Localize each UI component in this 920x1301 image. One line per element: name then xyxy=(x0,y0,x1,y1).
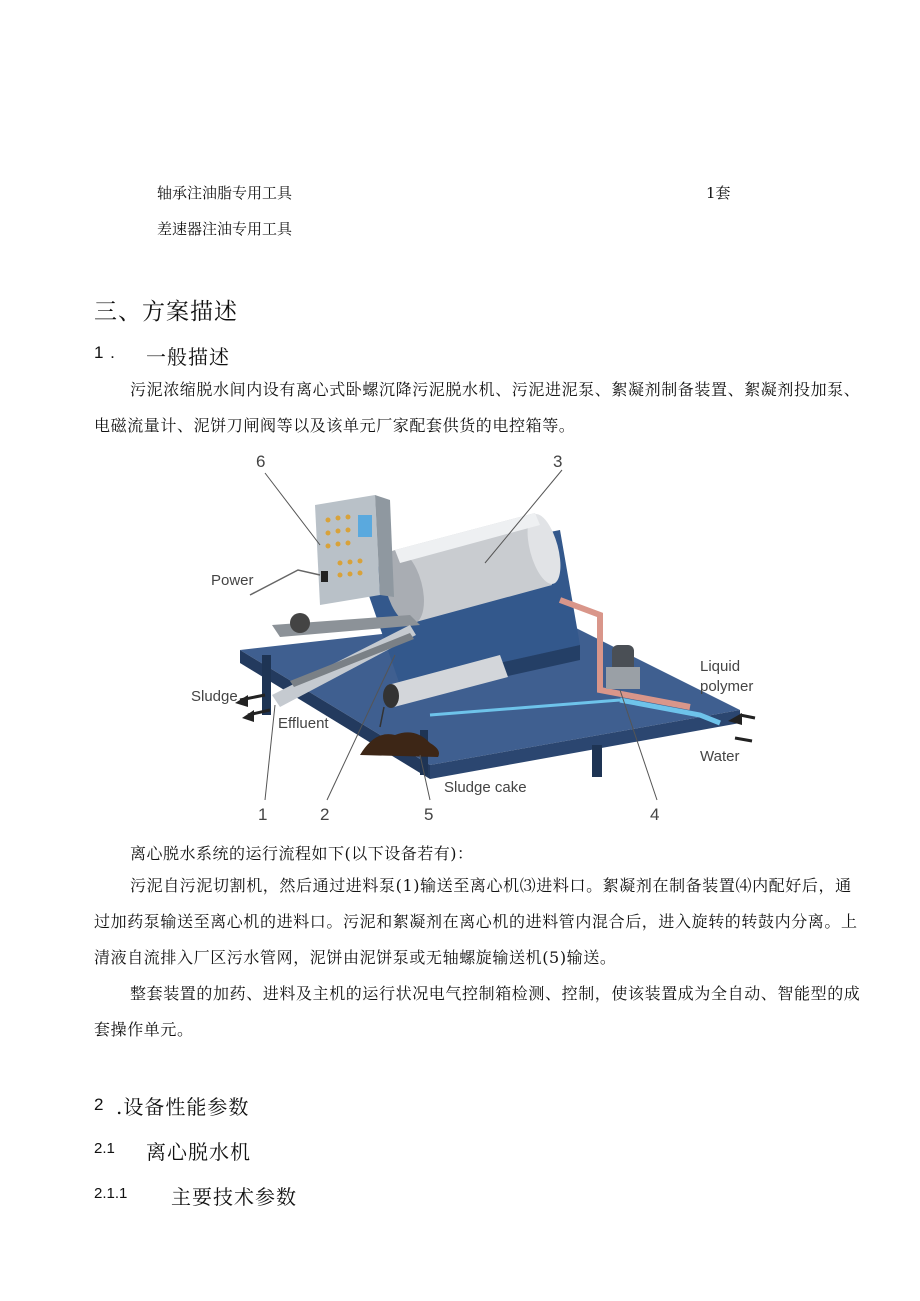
subsection-heading: 一般描述 xyxy=(146,345,230,369)
control-paragraph: 整套装置的加药、进料及主机的运行状况电气控制箱检测、控制，使该装置成为全自动、智能型的成套操作单元。 xyxy=(94,984,861,1039)
section-number: 2.1 xyxy=(94,1140,115,1157)
callout-1: 1 xyxy=(258,805,268,824)
label-power: Power xyxy=(211,572,254,589)
subsection-heading: 主要技术参数 xyxy=(171,1185,297,1209)
callout-2: 2 xyxy=(320,805,330,824)
tool-item-name: 差速器注油专用工具 xyxy=(157,220,293,238)
section-number: 1 . xyxy=(94,343,116,362)
intro-paragraph: 污泥浓缩脱水间内设有离心式卧螺沉降污泥脱水机、污泥进泥泵、絮凝剂制备装置、絮凝剂投加泵、电磁流量计、泥饼刀闸阀等以及该单元厂家配套供货的电控箱等。 xyxy=(94,380,861,435)
label-polymer: polymer xyxy=(700,678,754,695)
tool-item-qty: 1套 xyxy=(706,184,731,202)
flow-paragraph: 污泥自污泥切割机，然后通过进料泵(1)输送至离心机⑶进料口。絮凝剂在制备装置⑷内配好后，通过加药泵输送至离心机的进料口。污泥和絮凝剂在离心机的进料管内混合后，进入旋转的转鼓内分离。上清液自流排入厂区污水管网，泥饼由泥饼泵或无轴螺旋输送机(5)输送。 xyxy=(94,876,858,967)
section-number: 2.1.1 xyxy=(94,1185,128,1202)
label-water: Water xyxy=(700,748,740,765)
subsection-heading: 离心脱水机 xyxy=(146,1140,251,1164)
flow-heading: 离心脱水系统的运行流程如下(以下设备若有)： xyxy=(130,844,474,863)
centrifuge-system-figure xyxy=(180,445,754,830)
section-heading: .设备性能参数 xyxy=(116,1095,250,1119)
label-sludge-cake: Sludge cake xyxy=(444,779,527,796)
section-number: 2 xyxy=(94,1095,104,1114)
label-sludge: Sludge xyxy=(191,688,238,705)
callout-4: 4 xyxy=(650,805,660,824)
label-effluent: Effluent xyxy=(278,715,329,732)
callout-5: 5 xyxy=(424,805,434,824)
section-heading: 三、方案描述 xyxy=(94,299,238,325)
callout-6: 6 xyxy=(256,452,266,471)
callout-3: 3 xyxy=(553,452,563,471)
label-liquid: Liquid xyxy=(700,658,741,675)
tool-item-name: 轴承注油脂专用工具 xyxy=(157,184,293,202)
